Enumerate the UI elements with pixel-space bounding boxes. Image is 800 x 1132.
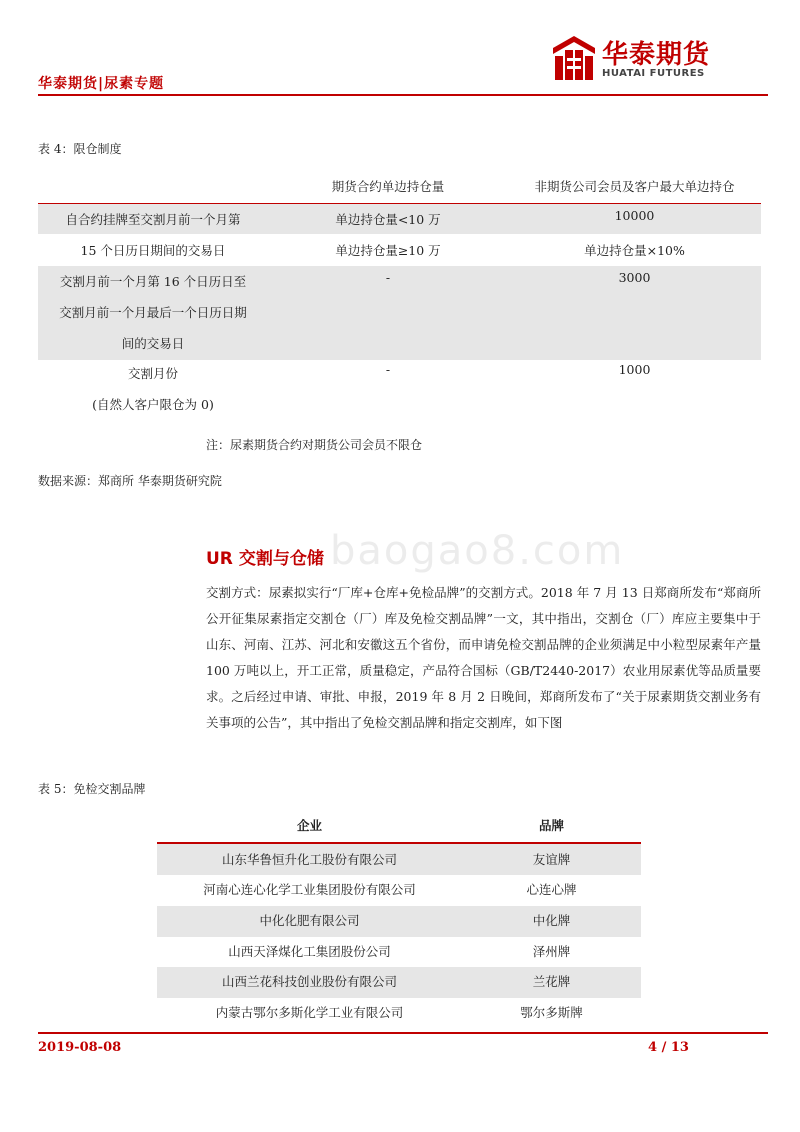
- footer-divider: [38, 1032, 768, 1034]
- table5-brand: 中化牌: [532, 913, 571, 928]
- table4-col2-header: 非期货公司会员及客户最大单边持仓: [534, 179, 735, 194]
- table4-caption: 表 4：限仓制度: [38, 142, 122, 156]
- table4-row2-label-line1: 交割月前一个月第 16 个日历日至: [59, 274, 247, 289]
- table5-company: 内蒙古鄂尔多斯化学工业有限公司: [215, 1005, 404, 1020]
- table5-brand: 鄂尔多斯牌: [520, 1005, 583, 1020]
- logo-text-cn: 华泰期货: [602, 40, 711, 70]
- table5-col2-header: 品牌: [538, 818, 564, 833]
- report-title: 华泰期货|尿素专题: [38, 76, 165, 92]
- table4-row1b-col1: 单边持仓量≥10 万: [335, 243, 441, 258]
- table4-row3-col1: -: [385, 362, 391, 377]
- section-title: UR 交割与仓储: [206, 549, 324, 569]
- table4-note: 注：尿素期货合约对期货公司会员不限仓: [206, 438, 423, 452]
- table5-company: 山东华鲁恒升化工股份有限公司: [221, 852, 397, 867]
- table5-brand: 泽州牌: [532, 944, 571, 959]
- table4-row2-label-line2: 交割月前一个月最后一个日历日期: [59, 305, 247, 320]
- table4-row1a-col2: 10000: [614, 208, 655, 223]
- table4-row2-label-line3: 间的交易日: [121, 336, 185, 351]
- table4-row1-label-line1: 自合约挂牌至交割月前一个月第: [65, 212, 241, 227]
- table4-row2-col2: 3000: [618, 270, 651, 285]
- footer-date: 2019-08-08: [38, 1040, 122, 1055]
- table5-company: 中化化肥有限公司: [259, 913, 360, 928]
- table4-row1-label-line2: 15 个日历日期间的交易日: [80, 243, 226, 258]
- logo-text-en: HUATAI FUTURES: [602, 68, 705, 79]
- table5-company: 山西天泽煤化工集团股份公司: [228, 944, 391, 959]
- table5-brand: 友谊牌: [532, 852, 571, 867]
- table4-row2-col1: -: [385, 270, 391, 285]
- table4-row1a-col1: 单边持仓量<10 万: [335, 212, 441, 227]
- table4-col1-header: 期货合约单边持仓量: [331, 179, 445, 194]
- watermark: baogao8.com: [330, 528, 625, 574]
- section-paragraph: 交割方式：尿素拟实行“厂库+仓库+免检品牌”的交割方式。2018 年 7 月 13 日郑商所发布“郑商所公开征集尿素指定交割仓（厂）库及免检交割品牌”一文，其中指出，交割仓（厂）库应主要集中于山东、河南、江苏、河北和安徽这五个省份，而申请免检交割品牌的企业须满足中小粒型尿素年产量 100 万吨以上，开工正常，质量稳定，产品符合国标（GB/T2440-2017）农业用尿素优等品质量要求。之后经过申请、审批、申报，2019 年 8 月 2 日晚间，郑商所发布了“关于尿素期货交割业务有关事项的公告”，其中指出了免检交割品牌和指定交割库，如下图: [206, 585, 761, 730]
- table5-brand: 兰花牌: [532, 974, 571, 989]
- table5-caption: 表 5：免检交割品牌: [38, 782, 146, 796]
- huatai-logo-icon: [553, 36, 595, 82]
- table5-company: 山西兰花科技创业股份有限公司: [221, 974, 397, 989]
- page-number: 4 / 13: [648, 1040, 689, 1055]
- table5-col1-header: 企业: [296, 818, 322, 833]
- header-divider: [38, 94, 768, 96]
- table4-row1b-col2: 单边持仓量×10%: [584, 243, 685, 258]
- table4-source: 数据来源：郑商所 华泰期货研究院: [38, 474, 222, 488]
- table5-brand: 心连心牌: [526, 882, 577, 897]
- table4-row3-col2: 1000: [618, 362, 651, 377]
- table5-company: 河南心连心化学工业集团股份有限公司: [203, 882, 416, 897]
- table4-row3-label-line2: (自然人客户限仓为 0): [92, 397, 214, 412]
- table4-row3-label-line1: 交割月份: [127, 366, 178, 381]
